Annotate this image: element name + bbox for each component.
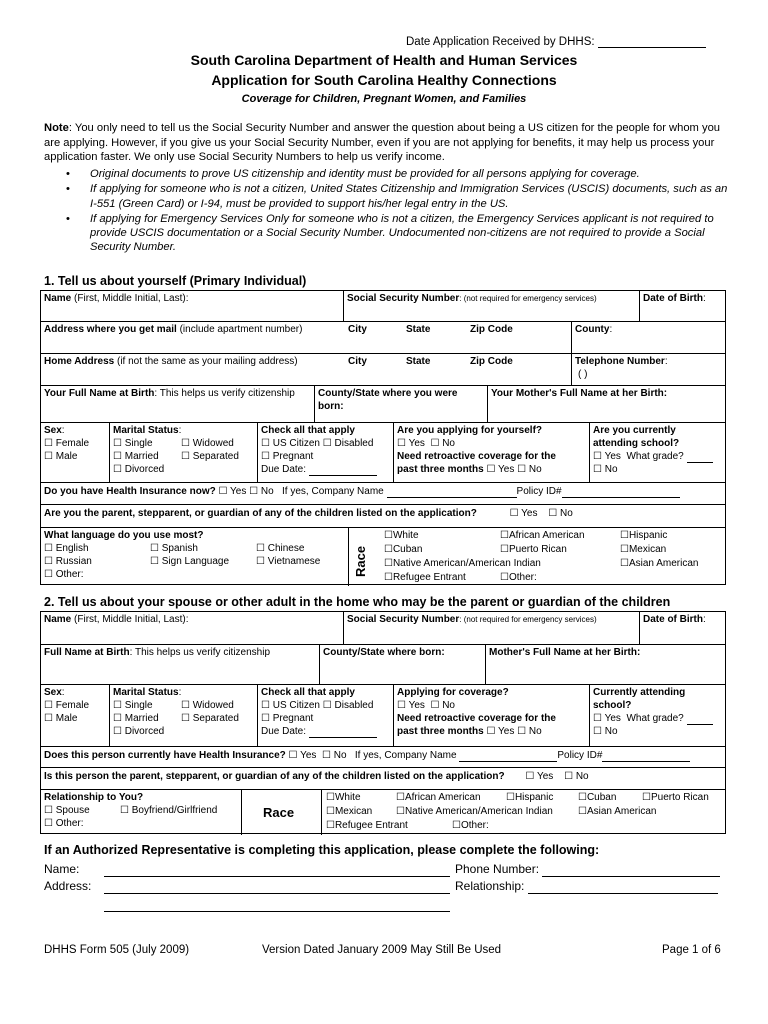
due-date-label: Due Date: — [261, 464, 307, 475]
auth-name-row — [44, 861, 450, 877]
s2-applying-no-checkbox[interactable]: ☐ No — [430, 700, 455, 711]
footer-page-number: Page 1 of 6 — [662, 944, 721, 956]
mail-address-hint: (include apartment number) — [176, 324, 303, 335]
auth-name-field[interactable] — [104, 863, 450, 877]
auth-relationship-row — [455, 878, 718, 894]
parent-no-checkbox[interactable]: ☐ No — [548, 508, 573, 519]
section-2-table — [40, 611, 726, 834]
race-white-checkbox[interactable]: ☐White — [384, 530, 419, 541]
disabled-checkbox[interactable]: ☐ Disabled — [322, 438, 374, 449]
note-paragraph — [44, 121, 730, 165]
pregnant-checkbox[interactable]: ☐ Pregnant — [261, 451, 314, 462]
relationship-group — [41, 790, 241, 831]
s2-ssn-hint: : (not required for emergency services) — [459, 615, 597, 624]
s2-parent-row — [41, 769, 726, 784]
city-label: City — [348, 324, 367, 335]
note-bullets — [44, 167, 734, 255]
s2-marital-colon: : — [178, 687, 182, 698]
school-no-checkbox[interactable]: ☐ No — [593, 464, 618, 475]
s2-marital-label: Marital Status — [113, 687, 179, 698]
county-colon: : — [609, 324, 613, 335]
s2-county-born-field[interactable]: County/State where born: — [323, 647, 445, 658]
boyfriend-girlfriend-checkbox[interactable]: ☐ Boyfriend/Girlfriend — [120, 805, 218, 816]
s2-male-checkbox[interactable]: ☐ Male — [44, 713, 78, 724]
dob-colon: : — [703, 293, 706, 304]
married-checkbox[interactable]: ☐ Married — [113, 451, 159, 462]
auth-phone-label: Phone Number: — [455, 862, 540, 876]
date-received-label: Date Application Received by DHHS: — [406, 36, 595, 48]
county-born-field[interactable] — [315, 386, 487, 414]
auth-phone-row — [455, 861, 720, 877]
sex-label: Sex — [44, 425, 62, 436]
s2-school-no-checkbox[interactable]: ☐ No — [593, 726, 618, 737]
marital-label: Marital Status — [113, 425, 179, 436]
birth-name-field[interactable] — [41, 386, 314, 401]
retroactive-label: Need retroactive coverage for the — [397, 451, 556, 462]
bullet-text: If applying for Emergency Services Only for someone who is not a citizen, the Emergency Services applicant is not required to provide USCIS documentation or a Social Security Number. Undocumented non-citizens are not required to provide a Social Security Number. — [90, 212, 714, 254]
s2-applying-label: Applying for coverage? — [397, 687, 509, 698]
divorced-checkbox[interactable]: ☐ Divorced — [113, 464, 165, 475]
zip-label-2: Zip Code — [470, 356, 513, 367]
s2-due-date-field[interactable] — [309, 726, 377, 738]
section-2-heading: 2. Tell us about your spouse or other adult in the home who may be the parent or guardian of the children — [44, 595, 671, 609]
s2-marital-group — [110, 685, 257, 739]
dob-field[interactable] — [640, 291, 726, 306]
race-group — [381, 528, 726, 586]
s2-company-label: If yes, Company Name — [354, 750, 457, 761]
s2-race-hispanic-checkbox[interactable]: ☐Hispanic — [506, 792, 554, 803]
s2-applying-group — [394, 685, 589, 739]
agency-title: South Carolina Department of Health and Human Services — [190, 52, 578, 68]
parent-question: Are you the parent, stepparent, or guardian of any of the children listed on the application? — [44, 508, 477, 519]
state-label: State — [406, 324, 431, 335]
grade-field[interactable] — [687, 451, 713, 463]
note-label: Note — [44, 122, 69, 134]
s2-school-label-2: school? — [593, 700, 632, 711]
s2-due-date-label: Due Date: — [261, 726, 307, 737]
sex-colon: : — [61, 425, 65, 436]
separated-checkbox[interactable]: ☐ Separated — [181, 451, 239, 462]
s2-race-refugee-checkbox[interactable]: ☐Refugee Entrant — [326, 820, 408, 831]
s2-race-white-checkbox[interactable]: ☐White — [326, 792, 361, 803]
bullet-item: • If applying for someone who is not a citizen, United States Citizenship and Immigration Services (USCIS) documents, such as an I-551 (Green Card) or I-94, must be provided to support his/her legal entry in the US. — [66, 183, 728, 210]
phone-area-code: ( ) — [578, 369, 588, 380]
s2-separated-checkbox[interactable]: ☐ Separated — [181, 713, 239, 724]
phone-field[interactable] — [572, 354, 726, 382]
auth-relationship-label: Relationship: — [455, 879, 525, 893]
s2-school-yes-checkbox[interactable]: ☐ Yes — [593, 713, 621, 724]
s2-dob-label: Date of Birth — [643, 614, 703, 625]
home-address-label: Home Address — [44, 356, 115, 367]
county-label: County — [575, 324, 610, 335]
language-group — [41, 528, 348, 582]
s2-policy-field[interactable] — [602, 750, 690, 762]
auth-address-field[interactable] — [104, 880, 450, 894]
s2-pregnant-checkbox[interactable]: ☐ Pregnant — [261, 713, 314, 724]
mother-name-field[interactable]: Your Mother's Full Name at her Birth: — [491, 388, 668, 399]
s2-race-puerto-rican-checkbox[interactable]: ☐Puerto Rican — [642, 792, 709, 803]
us-citizen-checkbox[interactable]: ☐ US Citizen — [261, 438, 320, 449]
s2-grade-label: What grade? — [626, 713, 684, 724]
parent-row — [41, 506, 726, 521]
vietnamese-checkbox[interactable]: ☐ Vietnamese — [256, 556, 321, 567]
chinese-checkbox[interactable]: ☐ Chinese — [256, 543, 305, 554]
county-born-label: County/State where you were — [318, 388, 458, 399]
school-group — [590, 423, 726, 477]
retro-yes-checkbox[interactable]: ☐ Yes — [486, 464, 515, 475]
check-apply-group — [258, 423, 393, 477]
s2-company-field[interactable] — [459, 750, 557, 762]
s2-race-group — [323, 790, 726, 834]
section-1-table — [40, 290, 726, 585]
race-mexican-checkbox[interactable]: ☐Mexican — [620, 544, 667, 555]
auth-address-row — [44, 878, 450, 894]
s2-insurance-yes-checkbox[interactable]: ☐ Yes — [288, 750, 317, 761]
s2-race-cuban-checkbox[interactable]: ☐Cuban — [578, 792, 617, 803]
name-field[interactable] — [41, 291, 343, 306]
name-hint: (First, Middle Initial, Last): — [71, 293, 189, 304]
single-checkbox[interactable]: ☐ Single — [113, 438, 153, 449]
s2-single-checkbox[interactable]: ☐ Single — [113, 700, 153, 711]
s2-applying-yes-checkbox[interactable]: ☐ Yes — [397, 700, 425, 711]
section-1-heading: 1. Tell us about yourself (Primary Individual) — [44, 274, 307, 288]
due-date-field[interactable] — [309, 464, 377, 476]
city-label-2: City — [348, 356, 367, 367]
s2-race-label: Race — [263, 805, 295, 820]
grade-label: What grade? — [626, 451, 684, 462]
home-address-hint: (if not the same as your mailing address) — [114, 356, 298, 367]
zip-label: Zip Code — [470, 324, 513, 335]
race-hispanic-checkbox[interactable]: ☐Hispanic — [620, 530, 668, 541]
ssn-label: Social Security Number — [347, 293, 460, 304]
dob-label: Date of Birth — [643, 293, 703, 304]
applying-label: Are you applying for yourself? — [397, 425, 543, 436]
s2-parent-question: Is this person the parent, stepparent, or guardian of any of the children listed on the application? — [44, 771, 505, 782]
auth-rep-heading: If an Authorized Representative is completing this application, please complete the following: — [44, 843, 600, 857]
relationship-label: Relationship to You? — [44, 792, 144, 803]
phone-label: Telephone Number — [575, 356, 665, 367]
county-field[interactable] — [572, 322, 726, 337]
footer-version: Version Dated January 2009 May Still Be Used — [262, 944, 502, 956]
sex-group — [41, 423, 109, 464]
race-african-american-checkbox[interactable]: ☐African American — [500, 530, 585, 541]
s2-retro-no-checkbox[interactable]: ☐ No — [517, 726, 542, 737]
mail-address-label: Address where you get mail — [44, 324, 177, 335]
footer-form-number: DHHS Form 505 (July 2009) — [44, 944, 190, 956]
auth-address-line-2[interactable] — [104, 911, 450, 912]
race-other-checkbox[interactable]: ☐Other: — [500, 572, 537, 583]
s2-dob-colon: : — [703, 614, 706, 625]
insurance-yes-checkbox[interactable]: ☐ Yes — [218, 486, 247, 497]
s2-grade-field[interactable] — [687, 713, 713, 725]
bullet-text: Original documents to prove US citizenship and identity must be provided for all persons applying for coverage. — [90, 168, 640, 180]
s2-school-label: Currently attending — [593, 687, 686, 698]
ssn-hint: : (not required for emergency services) — [459, 294, 597, 303]
race-refugee-checkbox[interactable]: ☐Refugee Entrant — [384, 572, 466, 583]
s2-parent-yes-checkbox[interactable]: ☐ Yes — [525, 771, 554, 782]
auth-name-label: Name: — [44, 862, 80, 876]
s2-check-apply-group — [258, 685, 393, 739]
s2-race-asian-american-checkbox[interactable]: ☐Asian American — [578, 806, 657, 817]
bullet-item: • Original documents to prove US citizenship and identity must be provided for all persons applying for coverage. — [66, 168, 640, 180]
s2-sex-label: Sex — [44, 687, 62, 698]
note-text: : You only need to tell us the Social Security Number and answer the question about being a US citizen for the people for whom you are applying. However, if you give us your Social Security Number, even if you are not applying for benefits, it may help us process your application faster. We only use Social Security Numbers to help us verify income. — [44, 122, 721, 163]
insurance-question: Do you have Health Insurance now? — [44, 486, 216, 497]
insurance-row — [41, 484, 726, 499]
spouse-checkbox[interactable]: ☐ Spouse — [44, 805, 90, 816]
race-asian-american-checkbox[interactable]: ☐Asian American — [620, 558, 699, 569]
policy-label: Policy ID# — [516, 486, 562, 497]
race-puerto-rican-checkbox[interactable]: ☐Puerto Rican — [500, 544, 567, 555]
check-apply-label: Check all that apply — [261, 425, 355, 436]
applying-no-checkbox[interactable]: ☐ No — [430, 438, 455, 449]
school-label: Are you currently — [593, 425, 676, 436]
birth-name-hint: : This helps us verify citizenship — [154, 388, 295, 399]
s2-mother-name-field[interactable]: Mother's Full Name at her Birth: — [489, 647, 641, 658]
female-checkbox[interactable]: ☐ Female — [44, 438, 90, 449]
s2-sex-colon: : — [61, 687, 65, 698]
other-language-checkbox[interactable]: ☐ Other: — [44, 569, 84, 580]
s2-race-other-checkbox[interactable]: ☐Other: — [452, 820, 489, 831]
widowed-checkbox[interactable]: ☐ Widowed — [181, 438, 234, 449]
page-subtitle: Coverage for Children, Pregnant Women, and Families — [241, 93, 527, 105]
sign-language-checkbox[interactable]: ☐ Sign Language — [150, 556, 230, 567]
s2-birth-name-label: Full Name at Birth — [44, 647, 130, 658]
parent-yes-checkbox[interactable]: ☐ Yes — [509, 508, 538, 519]
s2-female-checkbox[interactable]: ☐ Female — [44, 700, 90, 711]
name-label: Name — [44, 293, 72, 304]
s2-ssn-label: Social Security Number — [347, 614, 460, 625]
retroactive-label-2: past three months — [397, 464, 484, 475]
applying-group — [394, 423, 589, 477]
marital-group — [110, 423, 257, 477]
s2-sex-group — [41, 685, 109, 726]
s2-school-group — [590, 685, 726, 739]
s2-divorced-checkbox[interactable]: ☐ Divorced — [113, 726, 165, 737]
retro-no-checkbox[interactable]: ☐ No — [517, 464, 542, 475]
s2-race-african-american-checkbox[interactable]: ☐African American — [396, 792, 481, 803]
s2-birth-name-field[interactable] — [41, 645, 319, 660]
s2-name-label: Name — [44, 614, 72, 625]
s2-us-citizen-checkbox[interactable]: ☐ US Citizen — [261, 700, 320, 711]
company-field[interactable] — [387, 486, 517, 498]
s2-policy-label: Policy ID# — [557, 750, 603, 761]
date-received — [406, 35, 706, 48]
auth-address-label: Address: — [44, 879, 92, 893]
county-born-label-2: born: — [318, 401, 344, 412]
bullet-text: If applying for someone who is not a citizen, United States Citizenship and Immigration Services (USCIS) documents, such as an I-551 (Green Card) or I-94, must be provided to support his/her legal entry in the US. — [90, 183, 728, 210]
applying-yes-checkbox[interactable]: ☐ Yes — [397, 438, 425, 449]
race-label: Race — [353, 545, 368, 577]
s2-check-apply-label: Check all that apply — [261, 687, 355, 698]
marital-colon: : — [178, 425, 182, 436]
s2-insurance-row — [41, 748, 726, 763]
auth-relationship-field[interactable] — [528, 880, 718, 894]
ssn-field[interactable] — [344, 291, 639, 306]
state-label-2: State — [406, 356, 431, 367]
english-checkbox[interactable]: ☐ English — [44, 543, 89, 554]
s2-disabled-checkbox[interactable]: ☐ Disabled — [322, 700, 374, 711]
s2-name-field[interactable] — [41, 612, 343, 627]
s2-race-mexican-checkbox[interactable]: ☐Mexican — [326, 806, 373, 817]
company-label: If yes, Company Name — [282, 486, 384, 497]
s2-widowed-checkbox[interactable]: ☐ Widowed — [181, 700, 234, 711]
date-received-field[interactable] — [598, 35, 706, 48]
bullet-item: • If applying for Emergency Services Only for someone who is not a citizen, the Emergency Services applicant is not required to provide USCIS documentation or a Social Security Number. Undocumented non-citizens are not required to provide a Social Security Number. — [66, 212, 714, 254]
s2-married-checkbox[interactable]: ☐ Married — [113, 713, 159, 724]
race-cuban-checkbox[interactable]: ☐Cuban — [384, 544, 423, 555]
spanish-checkbox[interactable]: ☐ Spanish — [150, 543, 198, 554]
auth-phone-field[interactable] — [542, 863, 720, 877]
language-label: What language do you use most? — [44, 530, 204, 541]
insurance-no-checkbox[interactable]: ☐ No — [249, 486, 274, 497]
s2-name-hint: (First, Middle Initial, Last): — [71, 614, 189, 625]
male-checkbox[interactable]: ☐ Male — [44, 451, 78, 462]
policy-field[interactable] — [562, 486, 680, 498]
russian-checkbox[interactable]: ☐ Russian — [44, 556, 92, 567]
s2-birth-name-hint: : This helps us verify citizenship — [129, 647, 271, 658]
school-label-2: attending school? — [593, 438, 680, 449]
s2-dob-field[interactable] — [640, 612, 726, 627]
phone-colon: : — [664, 356, 668, 367]
birth-name-label: Your Full Name at Birth — [44, 388, 155, 399]
school-yes-checkbox[interactable]: ☐ Yes — [593, 451, 621, 462]
relationship-other-checkbox[interactable]: ☐ Other: — [44, 818, 84, 829]
s2-retroactive-label: Need retroactive coverage for the — [397, 713, 556, 724]
s2-retroactive-label-2: past three months — [397, 726, 484, 737]
s2-race-native-american-checkbox[interactable]: ☐Native American/American Indian — [396, 806, 553, 817]
s2-ssn-field[interactable] — [344, 612, 639, 627]
s2-insurance-question: Does this person currently have Health Insurance? — [44, 750, 286, 761]
s2-parent-no-checkbox[interactable]: ☐ No — [564, 771, 589, 782]
s2-insurance-no-checkbox[interactable]: ☐ No — [321, 750, 347, 761]
s2-retro-yes-checkbox[interactable]: ☐ Yes — [486, 726, 515, 737]
page-title: Application for South Carolina Healthy Connections — [211, 72, 557, 88]
race-native-american-checkbox[interactable]: ☐Native American/American Indian — [384, 558, 541, 569]
